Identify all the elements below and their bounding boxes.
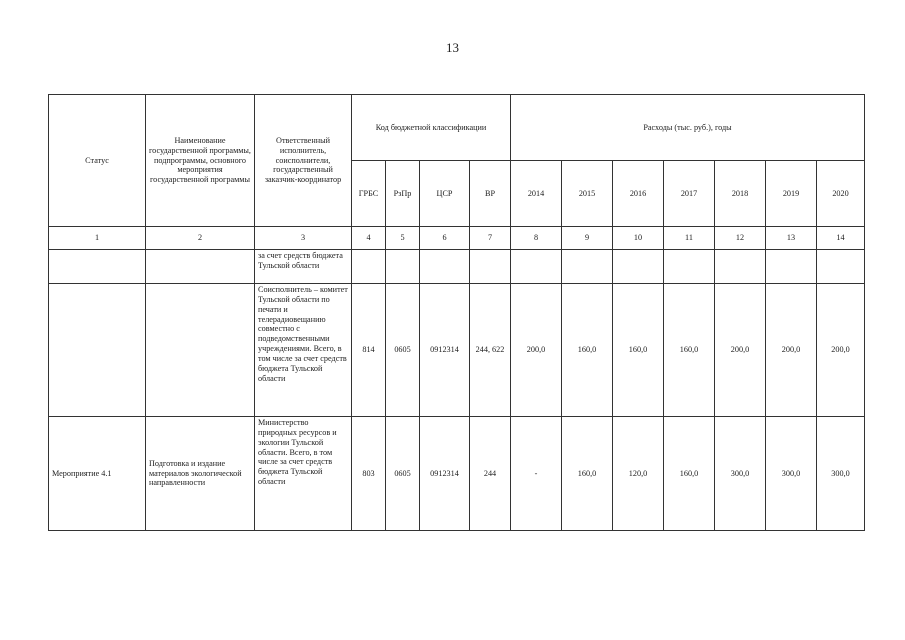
row-grbs: 803	[352, 417, 386, 531]
column-number-row	[49, 227, 865, 250]
row-csr: 0912314	[420, 284, 470, 417]
row-value	[613, 250, 664, 284]
header-code-vr: ВР	[470, 161, 511, 227]
header-code-csr: ЦСР	[420, 161, 470, 227]
column-number: 1	[49, 227, 146, 250]
table-row	[49, 250, 865, 284]
row-status: Мероприятие 4.1	[49, 417, 146, 531]
column-number: 5	[386, 227, 420, 250]
column-number: 4	[352, 227, 386, 250]
column-number: 11	[664, 227, 715, 250]
row-value: 300,0	[715, 417, 766, 531]
row-vr: 244	[470, 417, 511, 531]
column-number: 13	[766, 227, 817, 250]
row-grbs: 814	[352, 284, 386, 417]
row-responsible: за счет средств бюджета Тульской области	[255, 250, 352, 284]
row-value: 160,0	[664, 284, 715, 417]
column-number: 7	[470, 227, 511, 250]
row-grbs	[352, 250, 386, 284]
header-name: Наименование государственной программы, подпрограммы, основного мероприятия государственной программы	[146, 95, 255, 227]
header-code-grbs: ГРБС	[352, 161, 386, 227]
row-name	[146, 250, 255, 284]
row-value: 160,0	[613, 284, 664, 417]
row-value	[817, 250, 865, 284]
header-expenses: Расходы (тыс. руб.), годы	[511, 95, 865, 161]
row-vr	[470, 250, 511, 284]
header-year: 2017	[664, 161, 715, 227]
row-rzpr	[386, 250, 420, 284]
table-row	[49, 417, 865, 531]
budget-table	[48, 94, 865, 531]
column-number: 8	[511, 227, 562, 250]
header-year: 2018	[715, 161, 766, 227]
row-name	[146, 284, 255, 417]
row-responsible: Министерство природных ресурсов и экологии Тульской области. Всего, в том числе за счет средств бюджета Тульской области	[255, 417, 352, 531]
row-value: -	[511, 417, 562, 531]
row-value: 160,0	[562, 284, 613, 417]
header-year: 2015	[562, 161, 613, 227]
column-number: 2	[146, 227, 255, 250]
header-year: 2014	[511, 161, 562, 227]
row-value: 200,0	[511, 284, 562, 417]
row-value	[562, 250, 613, 284]
row-value: 160,0	[562, 417, 613, 531]
row-value: 200,0	[715, 284, 766, 417]
column-number: 3	[255, 227, 352, 250]
column-number: 6	[420, 227, 470, 250]
column-number: 14	[817, 227, 865, 250]
page-number: 13	[446, 40, 459, 55]
table-row	[49, 284, 865, 417]
header-year: 2019	[766, 161, 817, 227]
header-year: 2020	[817, 161, 865, 227]
header-year: 2016	[613, 161, 664, 227]
column-number: 9	[562, 227, 613, 250]
column-number: 12	[715, 227, 766, 250]
row-rzpr: 0605	[386, 417, 420, 531]
row-value: 300,0	[817, 417, 865, 531]
row-status	[49, 250, 146, 284]
row-value: 160,0	[664, 417, 715, 531]
column-number: 10	[613, 227, 664, 250]
row-value: 300,0	[766, 417, 817, 531]
row-value: 200,0	[766, 284, 817, 417]
row-value	[766, 250, 817, 284]
row-value: 120,0	[613, 417, 664, 531]
row-vr: 244, 622	[470, 284, 511, 417]
header-responsible: Ответственный исполнитель, соисполнители, государственный заказчик-координатор	[255, 95, 352, 227]
row-value	[715, 250, 766, 284]
row-status	[49, 284, 146, 417]
header-budget-code: Код бюджетной классификации	[352, 95, 511, 161]
row-value	[511, 250, 562, 284]
header-row-top	[49, 95, 865, 161]
header-code-rzpr: РзПр	[386, 161, 420, 227]
header-status: Статус	[49, 95, 146, 227]
row-value: 200,0	[817, 284, 865, 417]
row-rzpr: 0605	[386, 284, 420, 417]
row-responsible: Соисполнитель – комитет Тульской области по печати и телерадиовещанию совместно с подведомственными учреждениями. Всего, в том числе за счет средств бюджета Тульской области	[255, 284, 352, 417]
row-csr: 0912314	[420, 417, 470, 531]
row-value	[664, 250, 715, 284]
row-csr	[420, 250, 470, 284]
row-name: Подготовка и издание материалов экологической направленности	[146, 417, 255, 531]
